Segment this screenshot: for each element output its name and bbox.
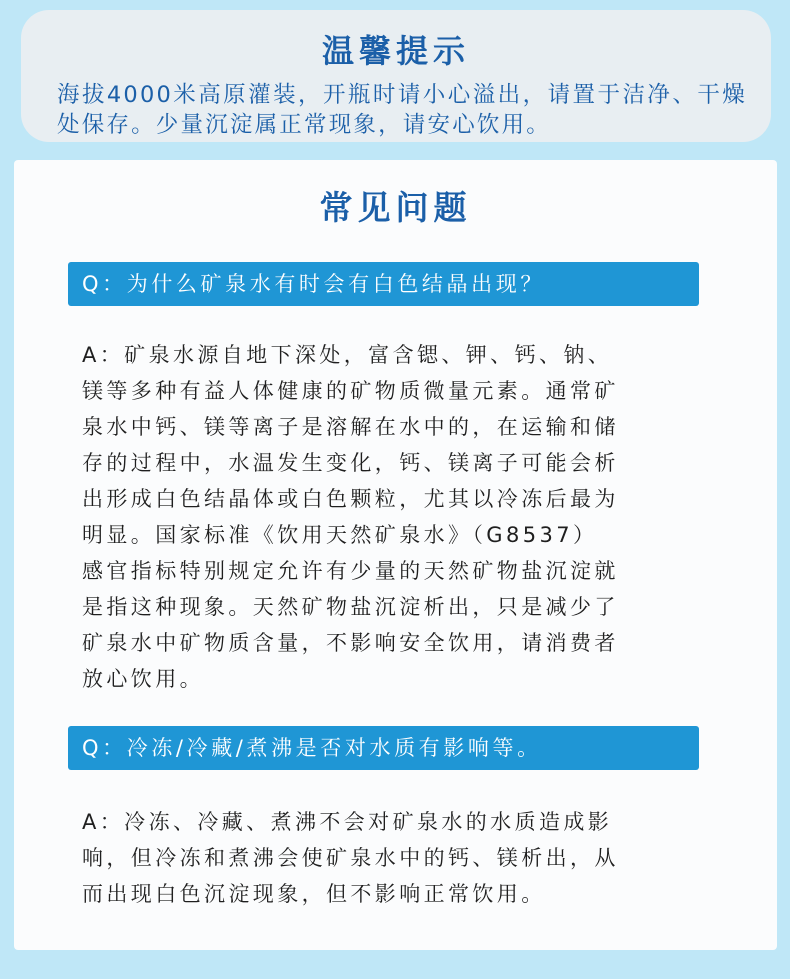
- faq-answer-1: A：矿泉水源自地下深处，富含锶、钾、钙、钠、 镁等多种有益人体健康的矿物质微量元素。通常矿 泉水中钙、镁等离子是溶解在水中的，在运输和储 存的过程中，水温发生变化，钙、镁离子可能会析 出形成白色结晶体或白色颗粒，尤其以冷冻后最为 明显。国家标准《饮用天然矿泉水》（G8537） 感官指标特别规定允许有少量的天然矿物盐沉淀就 是指这种现象。天然矿物盐沉淀析出，只是减少了 矿泉水中矿物质含量，不影响安全饮用，请消费者 放心饮用。: [82, 343, 619, 691]
- tip-panel: [21, 10, 771, 142]
- faq-question-1: Q：为什么矿泉水有时会有白色结晶出现？: [68, 262, 699, 306]
- faq-question-2: Q：冷冻/冷藏/煮沸是否对水质有影响等。: [68, 726, 699, 770]
- faq-answer-2: A：冷冻、冷藏、煮沸不会对矿泉水的水质造成影 响，但冷冻和煮沸会使矿泉水中的钙、镁析出，从 而出现白色沉淀现象，但不影响正常饮用。: [82, 810, 619, 906]
- tip-title: 温馨提示: [321, 32, 470, 70]
- faq-panel: [14, 160, 777, 950]
- tip-text: 海拔4000米高原灌装，开瓶时请小心溢出，请置于洁净、干燥处保存。少量沉淀属正常现象，请安心饮用。: [57, 82, 747, 138]
- faq-title: 常见问题: [319, 188, 472, 227]
